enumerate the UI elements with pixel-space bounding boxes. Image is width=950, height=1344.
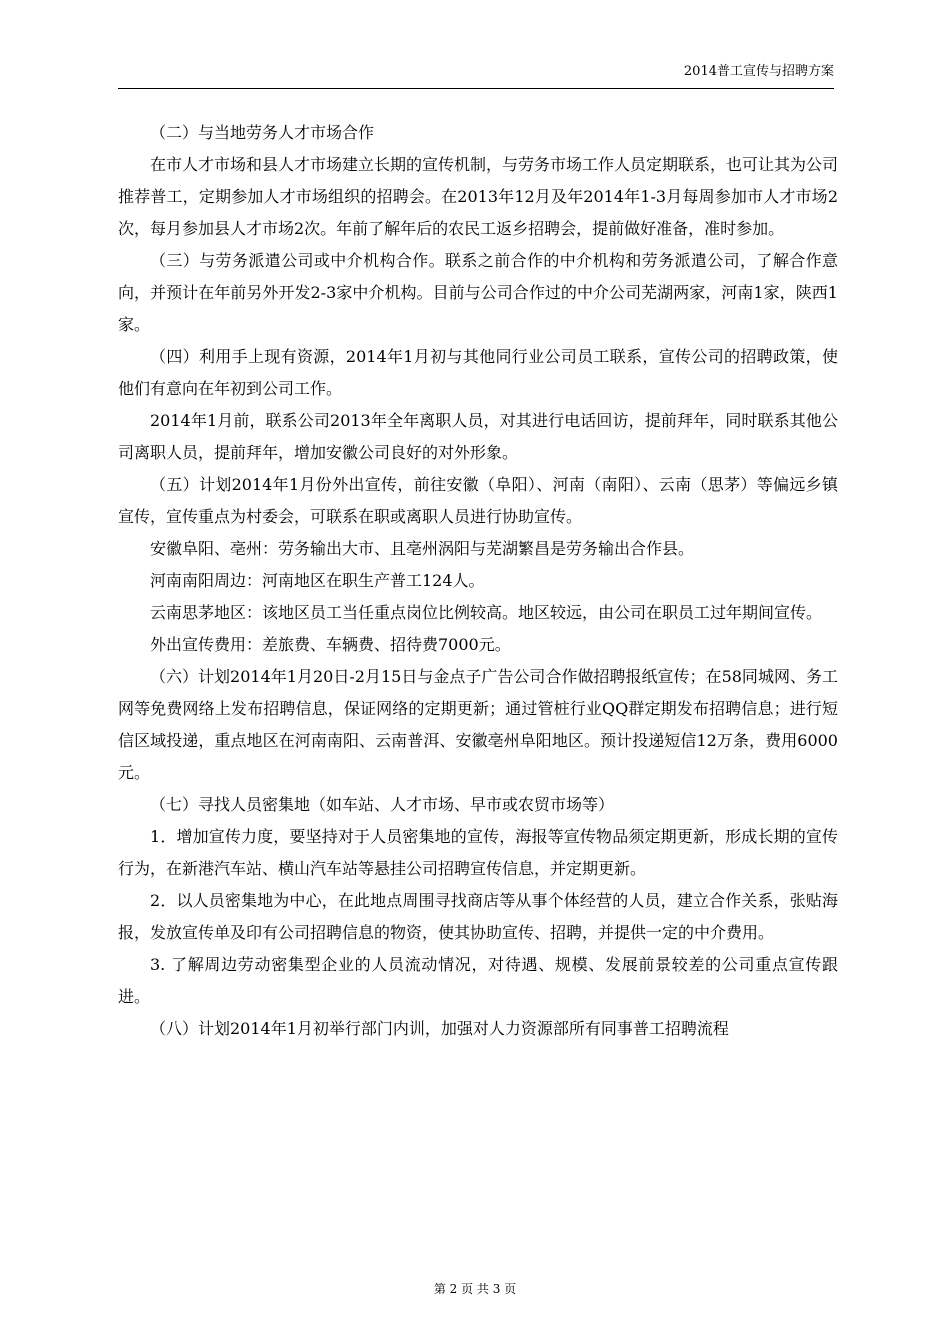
section-3-paragraph: （三）与劳务派遣公司或中介机构合作。联系之前合作的中介机构和劳务派遣公司，了解合作意向，并预计在年前另外开发2-3家中介机构。目前与公司合作过的中介公司芜湖两家，河南1家，陕西1家。 (118, 251, 838, 334)
paragraph: 在市人才市场和县人才市场建立长期的宣传机制，与劳务市场工作人员定期联系，也可让其为公司推荐普工，定期参加人才市场组织的招聘会。在2013年12月及年2014年1-3月每周参加市人才市场2次，每月参加县人才市场2次。年前了解年后的农民工返乡招聘会，提前做好准备，准时参加。 (118, 155, 839, 238)
section-5-paragraph: （五）计划2014年1月份外出宣传，前往安徽（阜阳）、河南（南阳）、云南（思茅）等偏远乡镇宣传，宣传重点为村委会，可联系在职或离职人员进行协助宣传。 (118, 475, 838, 526)
section-6-paragraph: （六）计划2014年1月20日-2月15日与金点子广告公司合作做招聘报纸宣传；在58同城网、务工网等免费网络上发布招聘信息，保证网络的定期更新；通过管桩行业QQ群定期发布招聘信息；进行短信区域投递，重点地区在河南南阳、云南普洱、安徽亳州阜阳地区。预计投递短信12万条，费用6000元。 (118, 667, 838, 782)
paragraph: 安徽阜阳、亳州：劳务输出大市、且亳州涡阳与芜湖繁昌是劳务输出合作县。 (150, 539, 695, 558)
list-item-1: 1．增加宣传力度，要坚持对于人员密集地的宣传，海报等宣传物品须定期更新，形成长期的宣传行为，在新港汽车站、横山汽车站等悬挂公司招聘宣传信息，并定期更新。 (118, 827, 838, 878)
page-footer (0, 1281, 950, 1297)
paragraph: 外出宣传费用：差旅费、车辆费、招待费7000元。 (150, 635, 511, 654)
list-item-3: 3. 了解周边劳动密集型企业的人员流动情况，对待遇、规模、发展前景较差的公司重点宣传跟进。 (118, 955, 838, 1006)
paragraph: 河南南阳周边：河南地区在职生产普工124人。 (150, 571, 485, 590)
section-heading-2: （二）与当地劳务人才市场合作 (150, 123, 375, 142)
page-header (118, 62, 834, 89)
paragraph: 云南思茅地区：该地区员工当任重点岗位比例较高。地区较远，由公司在职员工过年期间宣传。 (150, 603, 823, 622)
document-body (118, 117, 838, 1045)
section-8-paragraph: （八）计划2014年1月初举行部门内训，加强对人力资源部所有同事普工招聘流程 (150, 1019, 729, 1038)
paragraph: 2014年1月前，联系公司2013年全年离职人员，对其进行电话回访，提前拜年，同时联系其他公司离职人员，提前拜年，增加安徽公司良好的对外形象。 (118, 411, 838, 462)
section-heading-7: （七）寻找人员密集地（如车站、人才市场、早市或农贸市场等） (150, 795, 615, 814)
list-item-2: 2．以人员密集地为中心，在此地点周围寻找商店等从事个体经营的人员，建立合作关系，张贴海报，发放宣传单及印有公司招聘信息的物资，使其协助宣传、招聘，并提供一定的中介费用。 (118, 891, 838, 942)
page-number: 第 2 页 共 3 页 (433, 1282, 517, 1296)
section-4-paragraph: （四）利用手上现有资源，2014年1月初与其他同行业公司员工联系，宣传公司的招聘政策，使他们有意向在年初到公司工作。 (118, 347, 838, 398)
header-title: 2014普工宣传与招聘方案 (683, 64, 834, 79)
